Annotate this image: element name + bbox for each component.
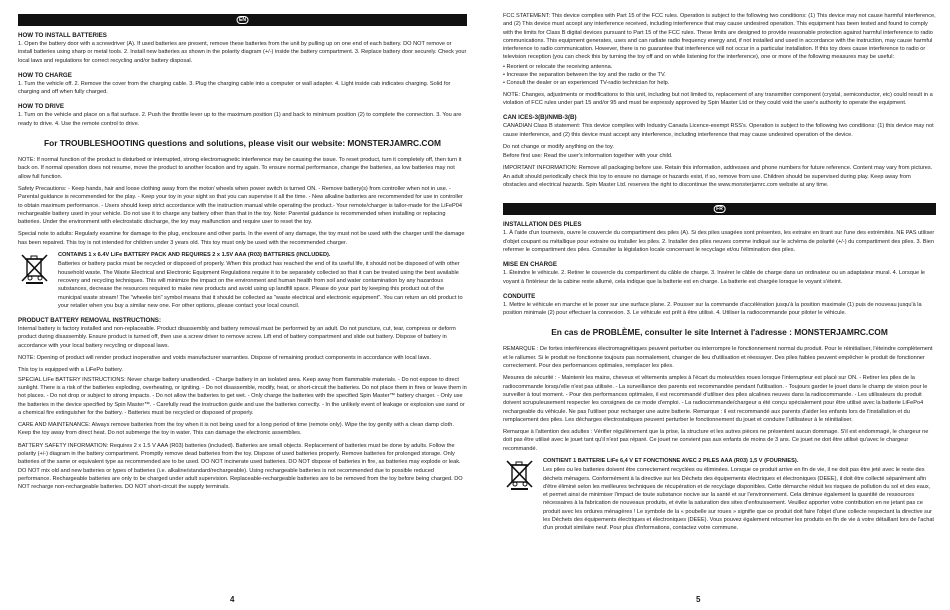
no-change-note: Do not change or modify anything on the toy.: [503, 143, 614, 150]
removal-text: Internal battery is factory installed and non-replaceable. Product disassembly and battery removal must be performed by an adult. Do not puncture, cut, tear, compress or deform product during disassembly. Ensure product is turned off, then use a screw driver to remove screw. Lift end of battery compartment and slide out battery. Dispose of battery in accordance with your local battery recycling or disposal laws.: [18, 326, 456, 349]
drive-text: 1. Turn on the vehicle and place on a flat surface. 2. Push the throttle lever up to the maximum position (1) and back to minimum position (2) to complete the connection. 3. You are ready to drive. 4. Use the remote control to drive.: [18, 112, 462, 127]
fr-drive-text: 1. Mettre le véhicule en marche et le poser sur une surface plane. 2. Pousser sur la commande d'accélération jusqu'à la position maximale (1) puis de nouveau jusqu'à la position minimale (2) pour effectuer la connexion. 3. Le véhicule est prêt à être utilisé. 4. Utiliser la radiocommande pour piloter le véhicule.: [503, 301, 922, 317]
list-item: • Increase the separation between the toy and the radio or the TV.: [503, 72, 666, 79]
recycle-block: [18, 251, 467, 311]
page-number-left: 4: [230, 595, 235, 604]
before-first-use: Before first use: Read the user's information together with your child.: [503, 153, 673, 160]
fcc-statement: FCC STATEMENT: This device complies with Part 15 of the FCC rules. Operation is subject to the following two conditions: (1) This device may not cause harmful interference, and (2) This device must accept any interference received, including interference that may cause undesired operation. This equipment has been tested and found to comply with the limits for Class B digital devices pursuant to Part 15 of the FCC rules. These limits are designed to provide reasonable protection against harmful interference to radio communications. This equipment generates, uses and can radiate radio frequency energy and, if not installed and used in accordance with the instruction, may cause harmful interference to radio communication. However, there is no guarantee that interference will not occur in a particular installation. If this toy does cause interference to radio or television reception (you can check this by turning the toy off and on while listening for the interference), one or more of the following measures may be useful:: [503, 13, 936, 61]
fr-charge-text: 1. Éteindre le véhicule. 2. Retirer le couvercle du compartiment du câble de charge. 3. Insérer le câble de charge dans un ordinateur ou un adaptateur mural. 4. Lorsque le voyant à l'intérieur de la cabine reste allumé, cela indique que la batterie est en charge. La batterie est chargée lorsque le voyant s'éteint.: [503, 270, 925, 285]
fr-mesures-securite: Mesures de sécurité : - Maintenir les mains, cheveux et vêtements amples à l'écart du moteur/des roues lorsque l'interrupteur est placé sur ON. - Retirer les piles de la radiocommande lorsqu'elle n'est pas utilisée. - La surveillance des parents est recommandée pendant l'utilisation. - Toujours garder le jouet dans le champ de vision pour le surveiller à tout moment. - Pour des performances optimales, il est recommandé d'utiliser des piles alcalines neuves dans la radiocommande. - Les utilisateurs du produit doivent scrupuleusement respecter les consignes de ce mode d'emploi. - La radiocommande/chargeur a été conçu spécialement pour être utilisé avec la batterie LiFePo4 rechargeable du véhicule. Ne pas l'utiliser pour recharger une autre batterie. Remarque : il est recommandé aux parents d'aider les enfants lors de l'installation et du remplacement des piles. Les décharges électrostatiques peuvent perturber le fonctionnement du jouet et conduire l'utilisateur à le réinitialiser.: [503, 375, 928, 423]
fr-install-title: INSTALLATION DES PILES: [503, 221, 582, 229]
charge-text: 1. Turn the vehicle off. 2. Remove the cover from the charging cable. 3. Plug the charging cable into a computer or wall adapter. 4. Light inside cab indicates charging. Solid for charging and off when fully charged.: [18, 80, 451, 96]
special-note-adults: Special note to adults: Regularly examine for damage to the plug, enclosure and other parts. In the event of any damage, the toy must not be used with the charger until the damage has been repaired. This toy is not intended for children under 3 years old. This toy must only be used with the recommended charger.: [18, 231, 465, 246]
note-interference: NOTE: If normal function of the product is disturbed or interrupted, strong electromagnetic interference may be causing the issue. To reset product, turn it completely off, then turn it back on. If normal operation does not resume, move the product to another location and try again. To ensure normal performance, change the batteries, as low batteries may not allow full function.: [18, 157, 462, 180]
fcc-note: NOTE: Changes, adjustments or modifications to this unit, including but not limited to, replacement of any transmitter component (crystal, semiconductor, etc) could result in a violation of FCC rules under part 15 and/or 95 and must be expressly approved by Spin Master Ltd or they could void the user's authority to operate the equipment.: [503, 91, 933, 106]
fr-remarque-adultes: Remarque à l'attention des adultes : Vérifier régulièrement que la prise, la structure et les autres pièces ne présentent aucun dommage. S'il est endommagé, le chargeur ne doit pas être utilisé avec le jouet tant qu'il n'est pas réparé. Ce jouet ne convient pas aux enfants de moins de 3 ans. Ce jouet ne doit être utilisé qu'avec le chargeur recommandé.: [503, 429, 929, 452]
language-bar-en: [18, 14, 467, 26]
can-ices: CAN ICES-3(B)/NMB-3(B): [503, 114, 577, 122]
lithium-instructions: SPECIAL LiFe BATTERY INSTRUCTIONS: Never charge battery unattended. - Charge battery in an isolated area. Keep away from flammable materials. - Do not expose to direct sunlight. There is a risk of the batteries exploding, overheating, or igniting. - Do not disassemble, modify, heat, or short-circuit the batteries. Do not place them in fires or leave them in hot places. - Do not drop or subject to strong impacts. - Do not allow the batteries to get wet. - Only charge the batteries with the specified Spin Master™ battery charger. - Only use the batteries in the device specified by Spin Master™. - Carefully read the instruction guide and use the batteries correctly. - In the unlikely event of leakage or explosion use sand or a chemical fire extinguisher for the battery. - Batteries must be recycled or disposed of properly.: [18, 376, 467, 416]
right-page: [475, 0, 950, 610]
charge-title: HOW TO CHARGE: [18, 71, 72, 79]
list-item: • Reorient or relocate the receiving antenna.: [503, 63, 613, 70]
fcc-measures-list: [503, 63, 936, 88]
drive-title: HOW TO DRIVE: [18, 103, 64, 111]
crossed-out-wheelie-bin-icon: [18, 251, 52, 285]
fr-contient-title: CONTIENT 1 BATTERIE LiFe 6,4 V ET FONCTIONNE AVEC 2 PILES AAA (R03) 1,5 V (FOURNIES).: [543, 457, 799, 464]
language-badge: EN: [236, 16, 249, 24]
fr-drive-title: CONDUITE: [503, 292, 536, 300]
important-information: IMPORTANT INFORMATION: Remove all packaging before use. Retain this information, addresses and phone numbers for future reference. Content may vary from pictures. An adult should periodically check this toy to ensure no damage or hazards exist, if so, remove from use. Children should be supervised during play. Keep away from obstacles and electrical hazards. Spin Master Ltd. reserves the right to discontinue the www.monsterjamrc.com website at any time.: [503, 165, 933, 189]
removal-title: PRODUCT BATTERY REMOVAL INSTRUCTIONS:: [18, 317, 161, 325]
note-opening: NOTE: Opening of product will render product inoperative and voids manufacturer warranties. Dispose of remaining product components in accordance with local laws.: [18, 355, 431, 362]
crossed-out-wheelie-bin-icon: [503, 457, 537, 491]
fr-remarque: REMARQUE : De fortes interférences électromagnétiques peuvent perturber ou interrompre le fonctionnement normal du produit. Pour le réinitialiser, l'éteindre complètement et le rallumer. Si le produit ne fonctionne toujours pas normalement, changer de lieu d'utilisation et réessayer. Des piles faibles peuvent empêcher le produit de fonctionner correctement. Pour des performances optimales, remplacer les piles.: [503, 346, 933, 370]
fr-charge-title: MISE EN CHARGE: [503, 261, 557, 269]
canadian-statement: CANADIAN Class B statement: This device complies with Industry Canada Licence-exempt RSS's. Operation is subject to the following two conditions: (1) this device may not cause interference, and (2) this device must accept any interference, including interference that may cause undesired operation of the device.: [503, 123, 934, 138]
fr-install-text: 1. À l'aide d'un tournevis, ouvre le couvercle du compartiment des piles (A). Si des piles usagées sont présentes, les extraire en tirant sur l'une des extrémités. NE PAS utiliser d'objet coupant ou métallique pour extraire ou installer les piles. 2. Installer des piles neuves comme indiqué sur le schéma de polarité (+/-) du compartiment des piles. 3. Bien refermer le compartiment des piles. Consulter la législation locale concernant le recyclage et/ou l'élimination des piles.: [503, 230, 935, 253]
fr-problem-line: En cas de PROBLÈME, consulter le site Internet à l'adresse : MONSTERJAMRC.COM: [551, 327, 888, 338]
language-bar-fr: [503, 203, 936, 215]
fr-recycle-block: [503, 457, 936, 534]
contains-text: Batteries or battery packs must be recycled or disposed of properly. When this product has reached the end of its useful life, it should not be disposed of with other household waste. The Waste Electrical and Electronic Equipment Regulations require it to be separately collected so that it can be treated using the best available recovery and recycling techniques. This will minimize the impact on the environment and human health from soil and water contamination by any hazardous substances, decrease the resources required to make new products and avoid using up landfill space. Please do your part by keeping this product out of the municipal waste stream! The "wheelie bin" symbol means that it should be collected as "waste electrical and electronic equipment". You can return an old product to your retailer when you buy a similar new one. For other options, please contact your local council.: [58, 261, 463, 309]
page-number-right: 5: [696, 595, 701, 604]
install-title: HOW TO INSTALL BATTERIES: [18, 32, 107, 39]
install-text: 1. Open the battery door with a screwdriver (A). If used batteries are present, remove these batteries from the unit by pulling up on one end of each battery. DO NOT remove or install batteries using sharp or metal tools. 2. Install new batteries as shown in the polarity diagram (+/-) inside the battery compartment. 3. Replace battery door securely. Check your local laws and regulations for correct recycling and/or battery disposal.: [18, 41, 467, 64]
fr-contient-text: Les piles ou les batteries doivent être correctement recyclées ou éliminées. Lorsque ce produit arrive en fin de vie, il ne doit pas être jeté avec le reste des déchets ménagers. Conformément à la directive sur les Déchets des équipements électriques et électroniques (DEEE), il doit être collecté séparément afin d'être éliminé selon les meilleures techniques de récupération et de recyclage disponibles. Cette démarche réduit les risques de pollution du sol et des eaux, et permet ainsi de minimiser l'impact de toute substance nocive sur la santé et sur l'environnement. Cela diminue également la quantité de ressources nécessaires à la fabrication de nouveaux produits, et évite la saturation des sites d'enfouissement. Veuillez apporter votre contribution en ne jetant pas ce produit avec les ordures ménagères ! Le symbole de la « poubelle sur roues » signifie que ce produit doit faire l'objet d'une collecte respectant la directive sur les Déchets des équipements électriques et électroniques (DEEE). Vous pouvez également retourner les produits en fin de vie à votre détaillant lors de l'achat d'un produit similaire neuf. Pour plus d'informations, contactez votre commune.: [543, 467, 934, 532]
troubleshoot-line: For TROUBLESHOOTING questions and solutions, please visit our website: MONSTERJAMRC.COM: [44, 138, 441, 149]
care-maintenance: CARE AND MAINTENANCE: Always remove batteries from the toy when it is not being used for a long period of time (remote only). Wipe the toy gently with a clean damp cloth. Keep the toy away from direct heat. Do not submerge the toy in water. This can damage the electronic assemblies.: [18, 422, 454, 437]
safety-precautions: Safety Precautions: - Keep hands, hair and loose clothing away from the motor/ wheels when power switch is turned ON. - Remove battery(s) from controller when not in use. - Parental guidance is recommended for the play. - Keep your toy in your sight so that you can supervise it all the time. - New alkaline batteries are recommended for use in controller to obtain maximum performance. - Users should keep strict accordance with the instruction manual while operating the product.- Your remote/charger is tailor-made for the LiFeP04 rechargeable battery used in your vehicle. Do not use it to charge any battery other than that in the toy. Note: Parental guidance is recommended when installing or replacing batteries. Under the environment with electrostatic discharge, the toy may malfunction and require user to reset the toy.: [18, 185, 463, 226]
lithium-intro: This toy is equipped with a LiFePo battery.: [18, 367, 123, 374]
contains-title: CONTAINS 1 x 6.4V LiFe BATTERY PACK AND REQUIRES 2 x 1.5V AAA (R03) BATTERIES (INCLUDED).: [58, 252, 331, 259]
list-item: • Consult the dealer or an experienced TV-radio technician for help.: [503, 80, 670, 87]
battery-safety: BATTERY SAFETY INFORMATION: Requires 2 x 1.5 V AAA (R03) batteries (included). Batteries are small objects. Replacement of batteries must be done by adults. Follow the polarity (+/-) diagram in the battery compartment. Promptly remove dead batteries from the toy. Dispose of used batteries properly. Remove batteries for prolonged storage. Only batteries of the same or equivalent type as recommended are to be used. DO NOT incinerate used batteries. DO NOT dispose of batteries in fire, as batteries may explode or leak. DO NOT mix old and new batteries or types of batteries (i.e. alkaline/standard/rechargeable). Using rechargeable batteries is not recommended due to possible reduced performance. Rechargeable batteries are only to be charged under adult supervision. Replaceable-rechargeable batteries are to be removed from the toy before being charged. DO NOT recharge non-rechargeable batteries. DO NOT short-circuit the supply terminals.: [18, 442, 463, 491]
language-badge: FR: [713, 205, 726, 213]
